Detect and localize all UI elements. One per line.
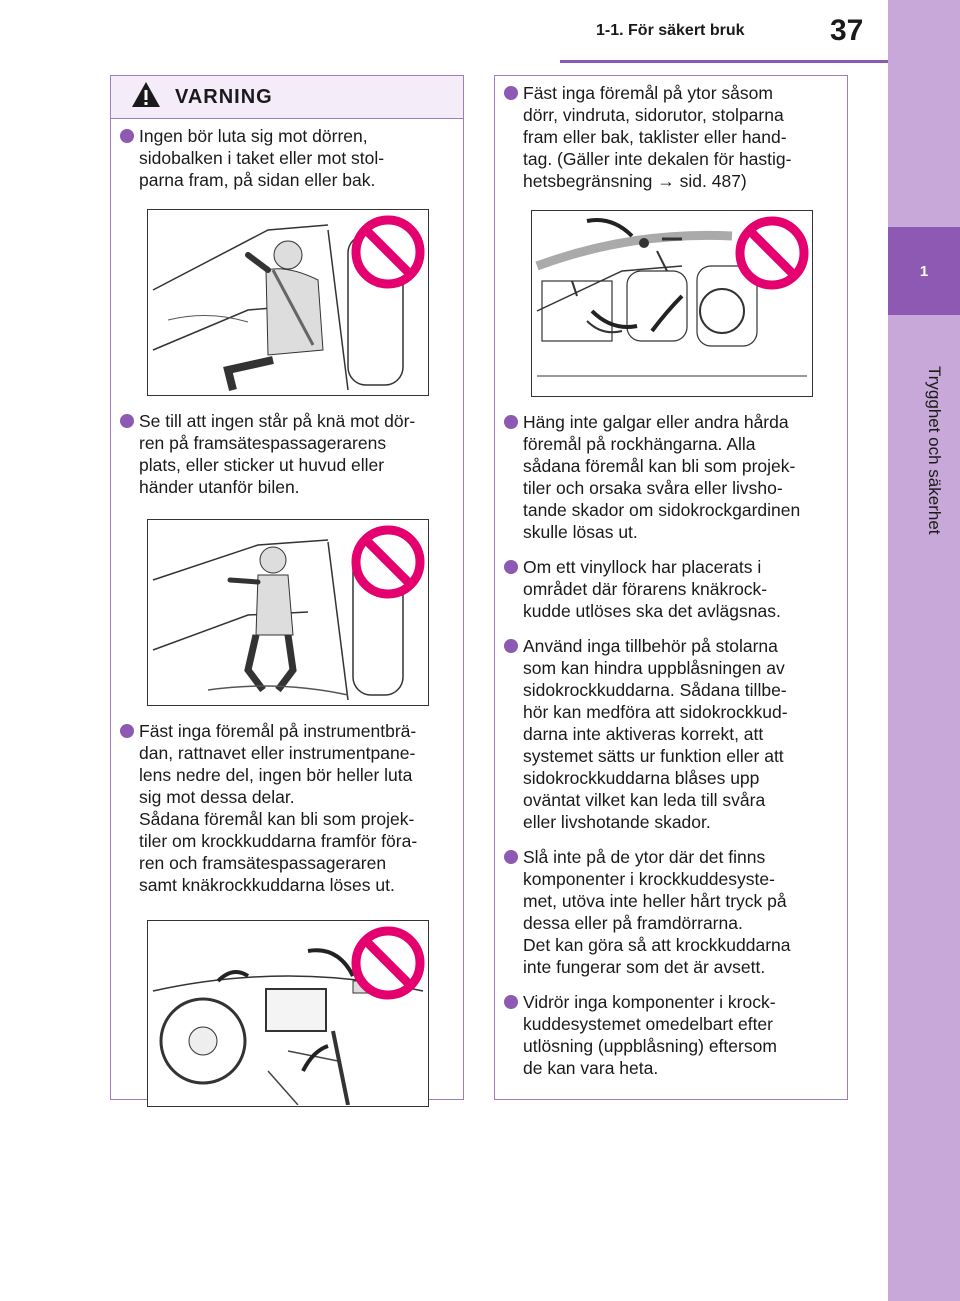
item-line: tiler om krockkuddarna framför föra- [139,831,418,851]
item-line: fram eller bak, taklister eller hand- [523,127,787,147]
item-line: komponenter i krockkuddesyste- [523,869,775,889]
section-title: 1-1. För säkert bruk [596,22,745,39]
item-line: Använd inga tillbehör på stolarna [523,636,778,656]
item-line: hör kan medföra att sidokrockkud- [523,702,788,722]
item-line: plats, eller sticker ut huvud eller [139,455,385,475]
item-line: sådana föremål kan bli som projek- [523,456,796,476]
item-line: sidokrockkuddarna. Sådana tillbe- [523,680,787,700]
item-line: eller livshotande skador. [523,812,711,832]
item-line: Vidrör inga komponenter i krock- [523,992,776,1012]
item-line: met, utöva inte heller hårt tryck på [523,891,787,911]
item-line: utlösning (uppblåsning) eftersom [523,1036,777,1056]
item-line: Se till att ingen står på knä mot dör- [139,411,416,431]
chapter-side-tab [888,0,960,1301]
illustration-kneeling-on-seat [147,519,429,706]
item-line: hetsbegränsning → sid. 487) [523,171,747,191]
item-line: lens nedre del, ingen bör heller luta [139,765,413,785]
warning-item [495,411,847,543]
item-line: Fäst inga föremål på ytor såsom [523,83,773,103]
bullet-icon [504,639,518,653]
warning-box-right [494,75,848,1100]
warning-box-left [110,75,464,1100]
prohibition-icon [740,221,804,285]
item-line: sig mot dessa delar. [139,787,295,807]
warning-item [495,556,847,622]
bullet-icon [504,415,518,429]
item-line: tag. (Gäller inte dekalen för hastig- [523,149,792,169]
bullet-icon [504,850,518,864]
chapter-number: 1 [888,227,960,315]
warning-item [495,82,847,192]
item-line: Fäst inga föremål på instrumentbrä- [139,721,417,741]
item-line: ren på framsätespassagerarens [139,433,387,453]
warning-item [495,846,847,978]
bullet-icon [504,86,518,100]
item-line: samt knäkrockkuddarna löses ut. [139,875,395,895]
item-line: skulle lösas ut. [523,522,638,542]
chapter-title: Trygghet och säkerhet [925,365,944,535]
warning-triangle-icon [131,81,161,113]
item-line: sidokrockkuddarna blåses upp [523,768,760,788]
item-line: föremål på rockhängarna. Alla [523,434,756,454]
item-line: kudde utlöses ska det avlägsnas. [523,601,781,621]
bullet-icon [120,414,134,428]
item-line: dessa eller på framdörrarna. [523,913,743,933]
item-line: darna inte aktiveras korrekt, att [523,724,764,744]
item-line: händer utanför bilen. [139,477,300,497]
item-line: Slå inte på de ytor där det finns [523,847,766,867]
item-line: systemet sätts ur funktion eller att [523,746,784,766]
item-line: området där förarens knäkrock- [523,579,768,599]
item-line: Häng inte galgar eller andra hårda [523,412,789,432]
item-line: tande skador om sidokrockgardinen [523,500,801,520]
header-rule [560,60,888,63]
item-line: oväntat vilket kan leda till svåra [523,790,766,810]
item-line: Det kan göra så att krockkuddarna [523,935,791,955]
illustration-leaning-on-door [147,209,429,396]
bullet-icon [120,129,134,143]
item-line: Sådana föremål kan bli som projek- [139,809,415,829]
prohibition-icon [356,530,420,594]
prohibition-icon [356,931,420,995]
warning-item [495,635,847,833]
illustration-roof-rail-objects [531,210,813,397]
bullet-icon [120,724,134,738]
bullet-icon [504,560,518,574]
item-line: inte fungerar som det är avsett. [523,957,766,977]
warning-header [111,76,463,119]
warning-item [111,125,463,191]
item-line: de kan vara heta. [523,1058,659,1078]
item-line: Om ett vinyllock har placerats i [523,557,762,577]
item-line: parna fram, på sidan eller bak. [139,170,376,190]
item-line: ren och framsätespassageraren [139,853,387,873]
bullet-icon [504,995,518,1009]
warning-item [111,720,463,896]
item-line: som kan hindra uppblåsningen av [523,658,785,678]
item-line: Ingen bör luta sig mot dörren, [139,126,368,146]
prohibition-icon [356,220,420,284]
warning-item [495,991,847,1079]
item-line: dörr, vindruta, sidorutor, stolparna [523,105,784,125]
item-line: tiler och orsaka svåra eller livsho- [523,478,783,498]
page-number: 37 [830,14,864,47]
item-line: sidobalken i taket eller mot stol- [139,148,385,168]
warning-label: VARNING [175,85,273,108]
item-line: dan, rattnavet eller instrumentpane- [139,743,416,763]
item-line: kuddesystemet omedelbart efter [523,1014,773,1034]
illustration-dashboard-objects [147,920,429,1107]
warning-item [111,410,463,498]
